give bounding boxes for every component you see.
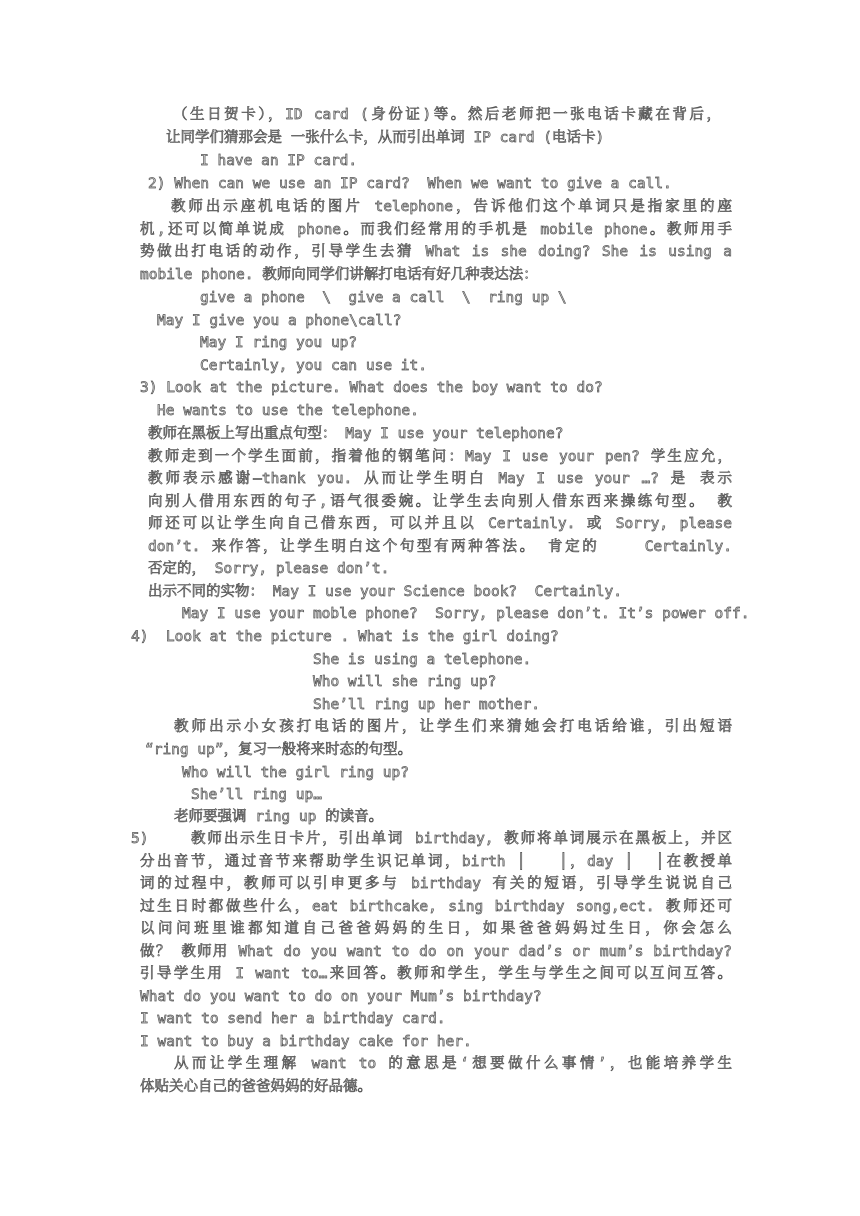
text-line-40: What do you want to do on your Mum’s birthday? — [140, 989, 542, 1005]
text-line-43: 从而让学生理解 want to 的意思是‘想要做什么事情’，也能培养学生 — [174, 1056, 732, 1072]
text-line-11: May I ring you up? — [200, 335, 358, 351]
text-line-9: give a phone \ give a call \ ring up \ — [200, 290, 567, 306]
text-line-24: 4) Look at the picture . What is the girl doing? — [131, 629, 559, 645]
text-line-14: He wants to use the telephone. — [157, 403, 419, 419]
text-line-3: I have an IP card. — [200, 153, 358, 169]
text-line-38: 做？ 教师用 What do you want to do on your dad’s or mum’s birthday? — [140, 944, 732, 960]
text-line-8: mobile phone. 教师向同学们讲解打电话有好几种表达法： — [140, 267, 538, 283]
text-line-33: 5) 教师出示生日卡片，引出单词 birthday, 教师将单词展示在黑板上，并区 — [131, 831, 732, 847]
text-line-22: 出示不同的实物： May I use your Science book? Certainly. — [148, 584, 622, 600]
text-line-4: 2) When can we use an IP card? When we want to give a call. — [148, 176, 672, 192]
text-line-27: She’ll ring up her mother. — [313, 697, 540, 713]
text-line-16: 教师走到一个学生面前，指着他的钢笔问：May I use your pen? 学生应允， — [148, 449, 732, 465]
text-line-26: Who will she ring up? — [313, 674, 497, 690]
text-line-36: 过生日时都做些什么，eat birthcake, sing birthday song,ect. 教师还可 — [140, 899, 732, 915]
text-line-31: She’ll ring up… — [191, 787, 322, 803]
text-line-17: 教师表示感谢—thank you. 从而让学生明白 May I use your …? 是 表示 — [148, 471, 732, 487]
text-line-21: 否定的， Sorry, please don’t. — [148, 561, 390, 577]
text-line-29: “ring up”，复习一般将来时态的句型。 — [145, 742, 413, 758]
text-line-30: Who will the girl ring up? — [182, 765, 409, 781]
text-line-19: 师还可以让学生向自己借东西，可以并且以 Certainly. 或 Sorry, please — [148, 516, 732, 532]
text-line-39: 引导学生用 I want to…来回答。教师和学生，学生与学生之间可以互问互答。 — [140, 966, 732, 982]
text-line-28: 教师出示小女孩打电话的图片，让学生们来猜她会打电话给谁，引出短语 — [174, 719, 732, 735]
text-line-2: 让同学们猜那会是 一张什么卡，从而引出单词 IP card (电话卡) — [166, 130, 605, 146]
text-line-5: 教师出示座机电话的图片 telephone，告诉他们这个单词只是指家里的座 — [171, 199, 732, 215]
text-line-6: 机,还可以简单说成 phone。而我们经常用的手机是 mobile phone。教师用手 — [140, 222, 732, 238]
text-line-37: 以问问班里谁都知道自己爸爸妈妈的生日，如果爸爸妈妈过生日，你会怎么 — [140, 921, 732, 937]
text-line-1: （生日贺卡），ID card (身份证)等。然后老师把一张电话卡藏在背后， — [173, 107, 721, 123]
text-line-25: She is using a telephone. — [313, 652, 532, 668]
text-line-18: 向别人借用东西的句子,语气很委婉。让学生去向别人借东西来操练句型。 教 — [148, 494, 732, 510]
text-line-20: don’t. 来作答，让学生明白这个句型有两种答法。 肯定的 Certainly. — [148, 539, 732, 555]
text-line-7: 势做出打电话的动作，引导学生去猜 What is she doing? She is using a — [140, 244, 732, 260]
text-line-23: May I use your moble phone? Sorry, please don’t. It’s power off. — [182, 606, 750, 622]
text-line-34: 分出音节，通过音节来帮助学生识记单词，birth │ │，day │ │在教授单 — [140, 854, 732, 870]
text-line-10: May I give you a phone\call? — [157, 313, 402, 329]
text-line-13: 3) Look at the picture. What does the boy want to do? — [140, 380, 603, 396]
text-line-15: 教师在黑板上写出重点句型： May I use your telephone? — [148, 426, 564, 442]
text-line-44: 体贴关心自己的爸爸妈妈的好品德。 — [140, 1079, 372, 1095]
text-line-12: Certainly, you can use it. — [200, 358, 427, 374]
text-line-35: 词的过程中，教师可以引申更多与 birthday 有关的短语，引导学生说说自己 — [140, 876, 732, 892]
text-line-42: I want to buy a birthday cake for her. — [140, 1034, 472, 1050]
text-line-32: 老师要强调 ring up 的读音。 — [174, 809, 384, 825]
text-line-41: I want to send her a birthday card. — [140, 1011, 446, 1027]
